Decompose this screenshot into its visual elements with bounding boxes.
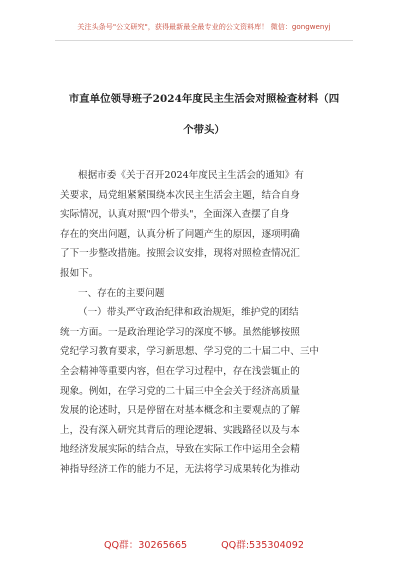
header-promo-text: 关注头条号"公文研究"，获得最新最全最专业的公文资料库！ 微信：gongwenyj	[77, 22, 331, 31]
body-line: 根据市委《关于召开2024年度民主生活会的通知》有	[78, 170, 304, 181]
body-line: 统一方面。一是政治理论学习的深度不够。虽然能够按照	[60, 326, 300, 338]
body-line: 神指导经济工作的能力不足，无法将学习成果转化为推动	[60, 463, 300, 475]
document-title: 市直单位领导班子2024年度民主生活会对照检查材料（四	[68, 93, 340, 105]
body-line: 地经济发展实际的结合点，导致在实际工作中运用全会精	[60, 444, 300, 456]
document-body	[60, 166, 358, 480]
body-line: 全会精神等重要内容，但在学习过程中，存在浅尝辄止的	[60, 365, 300, 377]
body-line: 存在的突出问题，认真分析了问题产生的原因，逐项明确	[60, 228, 300, 240]
body-line: 上，没有深入研究其背后的理论逻辑、实践路径以及与本	[60, 424, 300, 436]
body-line: 关要求，局党组紧紧围绕本次民主生活会主题，结合自身	[60, 189, 300, 201]
footer-contact	[0, 537, 408, 551]
footer-qq-group-2: QQ群:535304092	[221, 540, 304, 551]
body-line: 了下一步整改措施。按照会议安排，现将对照检查情况汇	[60, 248, 300, 260]
body-line: 实际情况，认真对照"四个带头"，全面深入查摆了自身	[60, 209, 290, 221]
body-line: 报如下。	[60, 267, 99, 279]
body-line: 现象。例如，在学习党的二十届三中全会关于经济高质量	[60, 385, 300, 397]
body-line: 发展的论述时，只是停留在对基本概念和主要观点的了解	[60, 405, 300, 417]
section-heading: 一、存在的主要问题	[78, 287, 165, 299]
footer-qq-group-1: QQ群：30265665	[104, 540, 188, 551]
body-line: （一）带头严守政治纪律和政治规矩，维护党的团结	[78, 307, 299, 319]
body-line: 党纪学习教育要求，学习新思想、学习党的二十届二中、三中	[60, 346, 320, 358]
document-title-continued: 个带头）	[183, 124, 225, 136]
header-divider	[55, 40, 353, 41]
